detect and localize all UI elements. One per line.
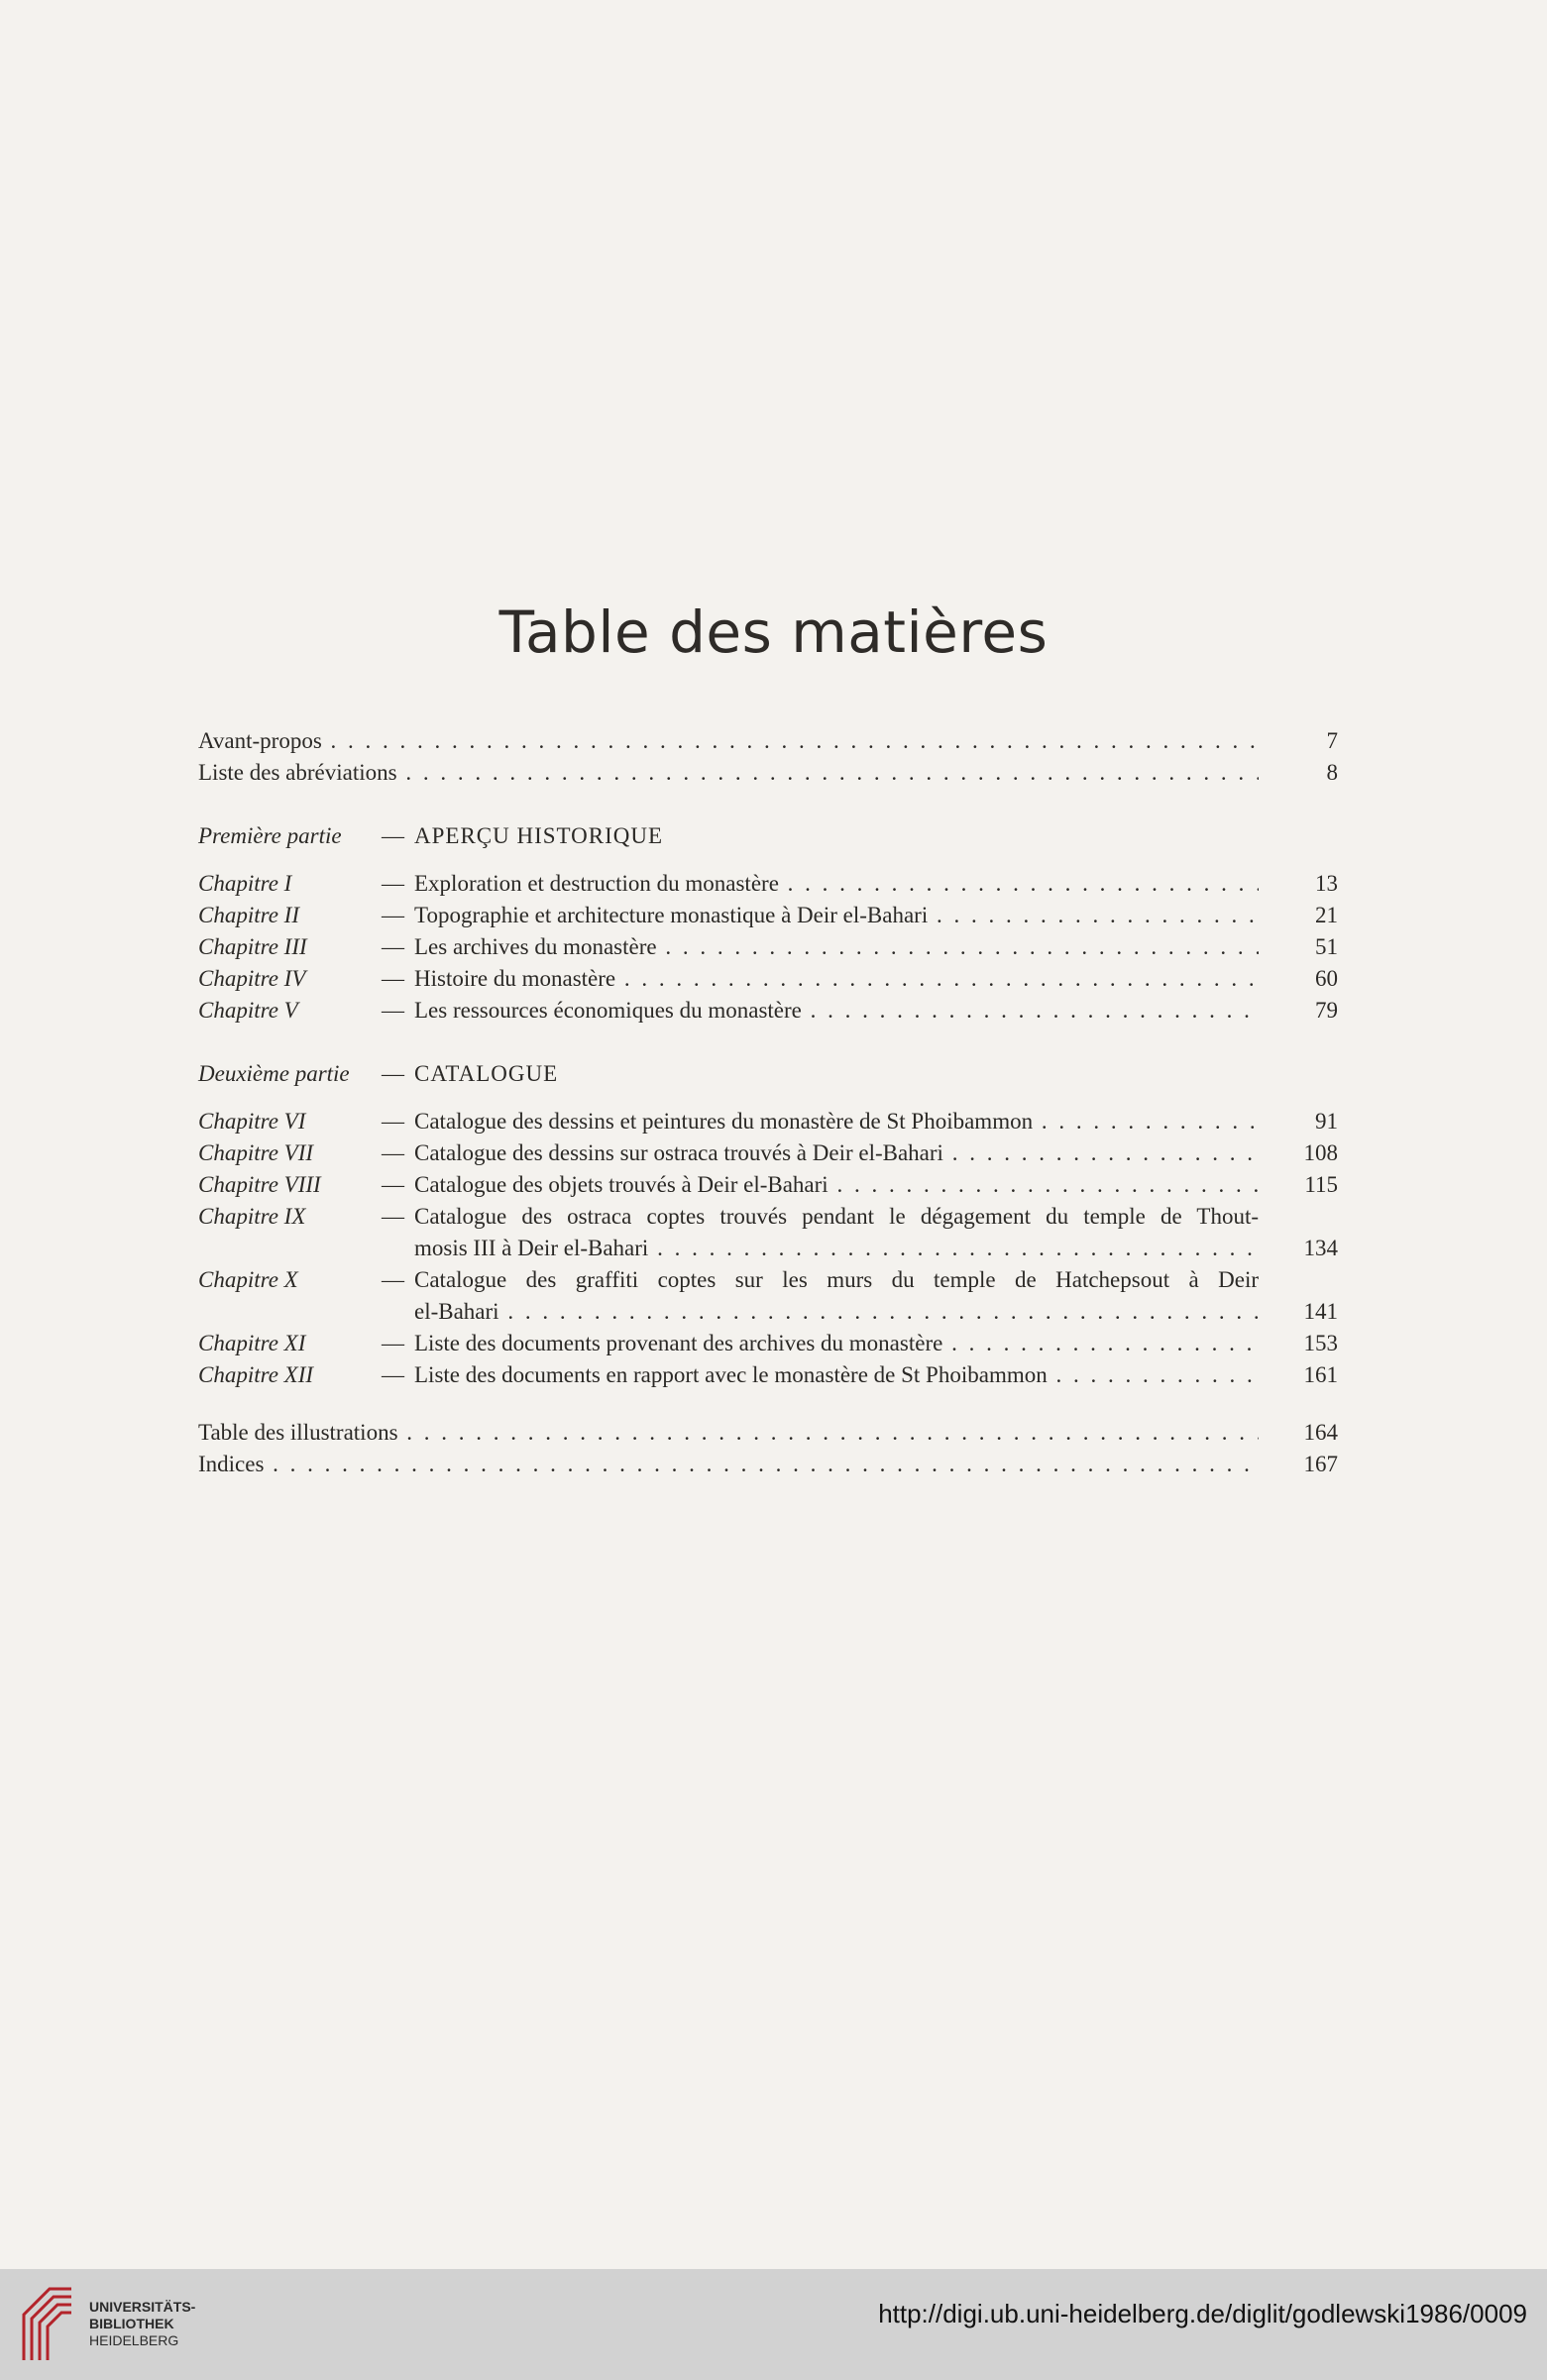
chapter-label: Chapitre II [198,903,299,927]
library-name-line-1: UNIVERSITÄTS- [89,2299,196,2315]
part-heading-1 [198,818,1338,854]
chapter-page: 108 [1303,1140,1338,1165]
chapter-page: 161 [1303,1362,1338,1387]
toc-chapter-7[interactable]: Chapitre VII — Catalogue des dessins sur ostraca trouvés à Deir el-Bahari . . . 108 [198,1137,1338,1169]
toc-chapter-10[interactable]: Chapitre X — Catalogue des graffiti coptes sur les murs du temple de Hatchepsout à Deir el-Bahari . . . 141 [198,1264,1338,1328]
chapter-label: Chapitre XI [198,1331,306,1355]
entry-page: 7 [1326,728,1338,753]
table-of-contents [198,725,1338,1480]
chapter-label: Chapitre III [198,934,307,959]
library-name [89,2299,195,2349]
chapter-page: 21 [1315,903,1338,927]
part-heading-2 [198,1056,1338,1092]
chapter-page: 51 [1315,934,1338,959]
chapter-title: Les ressources économiques du monastère . . . [414,998,1259,1023]
chapter-page: 13 [1315,871,1338,896]
footer-bar [0,2269,1547,2380]
toc-chapter-8[interactable]: Chapitre VIII — Catalogue des objets trouvés à Deir el-Bahari . . . 115 [198,1169,1338,1201]
part-label: Deuxième partie [198,1061,350,1086]
chapter-label: Chapitre VI [198,1109,306,1134]
chapter-title: Exploration et destruction du monastère . . . [414,871,1259,896]
chapter-page: 60 [1315,966,1338,991]
library-name-line-3: HEIDELBERG [89,2332,179,2348]
part-dash: — [382,823,404,848]
chapter-label: Chapitre X [198,1267,298,1292]
toc-chapter-3[interactable]: Chapitre III — Les archives du monastère . . . 51 [198,931,1338,963]
toc-chapter-12[interactable]: Chapitre XII — Liste des documents en rapport avec le monastère de St Phoibammon . . . 161 [198,1359,1338,1391]
chapter-title: Liste des documents provenant des archives du monastère . . . [414,1331,1259,1355]
chapter-title: Topographie et architecture monastique à Deir el-Bahari . . . [414,903,1259,927]
toc-chapter-2[interactable]: Chapitre II — Topographie et architecture monastique à Deir el-Bahari . . . 21 [198,900,1338,931]
toc-chapter-11[interactable]: Chapitre XI — Liste des documents provenant des archives du monastère . . . 153 [198,1328,1338,1359]
page-title: Table des matières [498,597,1049,666]
entry-text: Avant-propos . . . [198,728,1259,753]
source-url[interactable]: http://digi.ub.uni-heidelberg.de/diglit/godlewski1986/0009 [878,2299,1527,2328]
toc-chapter-5[interactable]: Chapitre V — Les ressources économiques du monastère . . . 79 [198,995,1338,1027]
chapter-title-line-2: el-Bahari . . . [414,1299,1259,1324]
entry-text: Liste des abréviations . . . [198,760,1259,785]
toc-chapter-6[interactable]: Chapitre VI — Catalogue des dessins et peintures du monastère de St Phoibammon . . . 91 [198,1106,1338,1137]
toc-entry-avant-propos[interactable] [198,725,1338,757]
chapter-label: Chapitre I [198,871,292,896]
chapter-page: 79 [1315,998,1338,1023]
toc-chapter-4[interactable]: Chapitre IV — Histoire du monastère . . . 60 [198,963,1338,995]
chapter-title: Catalogue des dessins sur ostraca trouvés à Deir el-Bahari . . . [414,1140,1259,1165]
chapter-title-line-1: Catalogue des ostraca coptes trouvés pendant le dégagement du temple de Thout- [414,1204,1259,1229]
chapter-title: Catalogue des dessins et peintures du monastère de St Phoibammon . . . [414,1109,1259,1134]
toc-entry-abreviations[interactable] [198,757,1338,789]
toc-chapter-9[interactable]: Chapitre IX — Catalogue des ostraca coptes trouvés pendant le dégagement du temple de Thout- mosis III à Deir el-Bahari . . . 134 [198,1201,1338,1264]
entry-page: 164 [1303,1420,1338,1445]
entry-page: 8 [1326,760,1338,785]
chapter-title-line-1: Catalogue des graffiti coptes sur les murs du temple de Hatchepsout à Deir [414,1267,1259,1292]
chapter-title: Catalogue des objets trouvés à Deir el-Bahari . . . [414,1172,1259,1197]
part-dash: — [382,1061,404,1086]
chapter-label: Chapitre VII [198,1140,314,1165]
chapter-title: Histoire du monastère . . . [414,966,1259,991]
entry-page: 167 [1303,1452,1338,1476]
toc-chapter-1[interactable]: Chapitre I — Exploration et destruction du monastère . . . 13 [198,868,1338,900]
toc-entry-illustrations[interactable] [198,1417,1338,1449]
chapter-label: Chapitre V [198,998,298,1023]
chapter-page: 91 [1315,1109,1338,1134]
entry-text: Table des illustrations . . . [198,1420,1259,1445]
chapter-page: 141 [1303,1299,1338,1324]
part-label: Première partie [198,823,342,848]
chapter-page: 134 [1303,1236,1338,1260]
chapter-label: Chapitre IX [198,1204,306,1229]
chapter-title: Les archives du monastère . . . [414,934,1259,959]
chapter-label: Chapitre VIII [198,1172,321,1197]
part-title: CATALOGUE [414,1061,559,1086]
entry-text: Indices . . . [198,1452,1259,1476]
chapter-label: Chapitre IV [198,966,306,991]
library-name-line-2: BIBLIOTHEK [89,2316,174,2331]
library-logo-icon [20,2285,75,2364]
chapter-page: 115 [1304,1172,1338,1197]
chapter-page: 153 [1303,1331,1338,1355]
toc-entry-indices[interactable] [198,1449,1338,1480]
chapter-label: Chapitre XII [198,1362,314,1387]
chapter-title-line-2: mosis III à Deir el-Bahari . . . [414,1236,1259,1260]
chapter-title: Liste des documents en rapport avec le monastère de St Phoibammon . . . [414,1362,1259,1387]
part-title: APERÇU HISTORIQUE [414,823,664,848]
